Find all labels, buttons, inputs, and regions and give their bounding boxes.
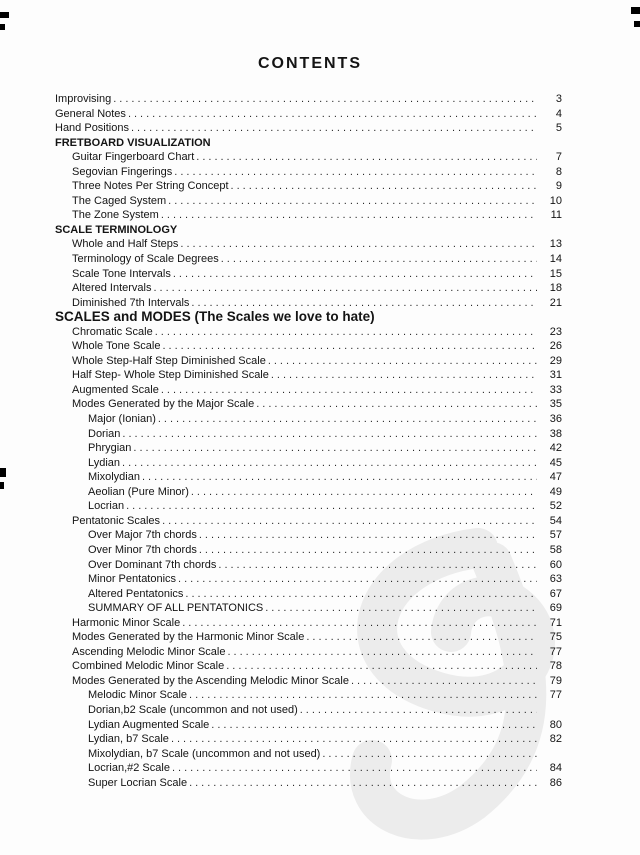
dot-leader xyxy=(322,747,537,762)
toc-entry-page: 54 xyxy=(549,514,562,527)
toc-section-heading xyxy=(55,223,562,238)
toc-entry-page: 7 xyxy=(555,151,562,164)
toc-entry-page: 29 xyxy=(549,354,562,367)
toc-entry xyxy=(55,179,562,194)
dot-leader xyxy=(191,485,537,500)
toc-entry-page: 49 xyxy=(549,485,562,498)
toc-entry-label: Modes Generated by the Ascending Melodic Minor Scale xyxy=(72,674,349,687)
toc-entry-page: 35 xyxy=(549,398,562,411)
toc-entry xyxy=(55,558,562,573)
toc-entry xyxy=(55,528,562,543)
toc-entry-page: 9 xyxy=(555,180,562,193)
toc-entry-page: 3 xyxy=(555,93,562,105)
toc-entry xyxy=(55,485,562,500)
toc-entry-label: Lydian Augmented Scale xyxy=(88,718,210,731)
toc-entry-label: Guitar Fingerboard Chart xyxy=(72,151,195,164)
toc-entry-page: 8 xyxy=(555,165,562,178)
toc-entry-label: Altered Intervals xyxy=(72,282,152,295)
toc-entry-page: 21 xyxy=(549,296,562,309)
toc-entry-label: Chromatic Scale xyxy=(72,325,153,338)
toc-entry xyxy=(55,267,562,282)
toc-entry-label: FRETBOARD VISUALIZATION xyxy=(55,136,211,149)
toc-entry-label: Locrian xyxy=(88,500,125,513)
toc-entry-label: Over Major 7th chords xyxy=(88,529,197,542)
toc-entry xyxy=(55,688,562,703)
toc-entry-label: Segovian Fingerings xyxy=(72,165,173,178)
toc-entry xyxy=(55,674,562,689)
toc-entry-label: Whole and Half Steps xyxy=(72,238,179,251)
dot-leader xyxy=(161,208,537,223)
toc-entry-page: 4 xyxy=(555,107,562,120)
toc-entry-label: General Notes xyxy=(55,107,126,120)
dot-leader xyxy=(172,761,537,776)
toc-entry xyxy=(55,383,562,398)
toc-entry-page: 71 xyxy=(549,616,562,629)
dot-leader xyxy=(153,281,537,296)
toc-entry xyxy=(55,776,562,791)
toc-entry-page: 13 xyxy=(549,238,562,251)
dot-leader xyxy=(218,558,537,573)
toc-entry-label: Melodic Minor Scale xyxy=(88,689,188,702)
toc-entry xyxy=(55,543,562,558)
dot-leader xyxy=(226,659,537,674)
toc-entry-label: Modes Generated by the Major Scale xyxy=(72,398,255,411)
toc-list xyxy=(55,92,562,790)
toc-entry xyxy=(55,427,562,442)
dot-leader xyxy=(306,630,537,645)
toc-entry-label: Super Locrian Scale xyxy=(88,776,188,789)
toc-entry-page: 5 xyxy=(555,122,562,135)
toc-entry xyxy=(55,237,562,252)
dot-leader xyxy=(122,427,537,442)
toc-entry-page: 52 xyxy=(549,500,562,513)
toc-entry-label: Over Minor 7th chords xyxy=(88,543,197,556)
toc-entry xyxy=(55,470,562,485)
toc-entry-label: Scale Tone Intervals xyxy=(72,267,171,280)
toc-entry-label: The Caged System xyxy=(72,194,167,207)
toc-entry xyxy=(55,165,562,180)
toc-entry-page: 45 xyxy=(549,456,562,469)
toc-entry-label: Augmented Scale xyxy=(72,383,159,396)
dot-leader xyxy=(122,456,537,471)
toc-entry-page: 18 xyxy=(549,282,562,295)
toc-entry-page: 69 xyxy=(549,602,562,615)
toc-entry xyxy=(55,325,562,340)
toc-entry-label: Terminology of Scale Degrees xyxy=(72,253,219,266)
toc-entry-label: Whole Tone Scale xyxy=(72,340,161,353)
toc-entry-label: Dorian xyxy=(88,427,121,440)
toc-entry-label: Combined Melodic Minor Scale xyxy=(72,660,225,673)
toc-entry-label: Three Notes Per String Concept xyxy=(72,180,229,193)
dot-leader xyxy=(351,674,537,689)
toc-entry xyxy=(55,281,562,296)
toc-entry-page: 60 xyxy=(549,558,562,571)
toc-entry-page: 79 xyxy=(549,674,562,687)
dot-leader xyxy=(199,528,537,543)
dot-leader xyxy=(113,92,537,107)
dot-leader xyxy=(268,354,537,369)
toc-entry-label: Aeolian (Pure Minor) xyxy=(88,485,189,498)
toc-entry-page: 11 xyxy=(550,209,562,222)
toc-entry-label: Ascending Melodic Minor Scale xyxy=(72,645,226,658)
toc-entry xyxy=(55,441,562,456)
toc-entry-label: Harmonic Minor Scale xyxy=(72,616,181,629)
dot-leader xyxy=(185,587,537,602)
toc-entry-label: Half Step- Whole Step Diminished Scale xyxy=(72,369,269,382)
toc-entry xyxy=(55,92,562,107)
toc-entry-page: 33 xyxy=(549,383,562,396)
toc-entry xyxy=(55,208,562,223)
toc-entry xyxy=(55,456,562,471)
toc-entry xyxy=(55,252,562,267)
toc-entry-page: 26 xyxy=(549,340,562,353)
dot-leader xyxy=(196,150,537,165)
toc-entry xyxy=(55,645,562,660)
dot-leader xyxy=(221,252,537,267)
toc-entry xyxy=(55,412,562,427)
toc-entry-page: 14 xyxy=(549,253,562,266)
dot-leader xyxy=(174,165,537,180)
toc-entry xyxy=(55,587,562,602)
toc-entry-page: 38 xyxy=(549,427,562,440)
dot-leader xyxy=(126,499,537,514)
toc-entry xyxy=(55,761,562,776)
dot-leader xyxy=(189,688,537,703)
dot-leader xyxy=(271,368,537,383)
dot-leader xyxy=(180,237,537,252)
toc-entry xyxy=(55,732,562,747)
toc-entry-label: Over Dominant 7th chords xyxy=(88,558,217,571)
toc-entry xyxy=(55,514,562,529)
toc-entry xyxy=(55,718,562,733)
toc-entry-page: 31 xyxy=(549,369,562,382)
toc-entry-page: 77 xyxy=(549,645,562,658)
dot-leader xyxy=(128,107,537,122)
toc-entry-label: Locrian,#2 Scale xyxy=(88,762,170,775)
dot-leader xyxy=(142,470,537,485)
toc-entry xyxy=(55,659,562,674)
toc-entry-label: Minor Pentatonics xyxy=(88,573,177,586)
dot-leader xyxy=(173,267,537,282)
toc-entry-label: The Zone System xyxy=(72,209,159,222)
toc-entry-label: Improvising xyxy=(55,93,112,105)
toc-entry xyxy=(55,194,562,209)
toc-entry-page: 63 xyxy=(549,573,562,586)
toc-entry-page: 15 xyxy=(549,267,562,280)
toc-entry xyxy=(55,368,562,383)
toc-entry-page: 58 xyxy=(549,543,562,556)
toc-entry-label: SUMMARY OF ALL PENTATONICS xyxy=(88,602,264,615)
toc-entry xyxy=(55,354,562,369)
dot-leader xyxy=(265,601,537,616)
toc-entry xyxy=(55,107,562,122)
dot-leader xyxy=(211,718,537,733)
toc-entry-page: 36 xyxy=(549,413,562,426)
toc-entry-label: Lydian, b7 Scale xyxy=(88,733,169,746)
dot-leader xyxy=(189,776,537,791)
dot-leader xyxy=(133,441,537,456)
dot-leader xyxy=(191,296,537,311)
toc-entry-label: Lydian xyxy=(88,456,121,469)
toc-entry-page: 42 xyxy=(549,442,562,455)
dot-leader xyxy=(162,339,537,354)
toc-entry-page: 82 xyxy=(549,733,562,746)
toc-entry-label: Mixolydian, b7 Scale (uncommon and not used) xyxy=(88,747,321,760)
toc-entry xyxy=(55,339,562,354)
toc-entry-page: 80 xyxy=(549,718,562,731)
toc-entry-label: Phrygian xyxy=(88,442,132,455)
toc-entry-page: 75 xyxy=(549,631,562,644)
toc-entry-page: 57 xyxy=(549,529,562,542)
dot-leader xyxy=(161,383,537,398)
toc-entry-label: SCALES and MODES (The Scales we love to hate) xyxy=(55,309,375,325)
dot-leader xyxy=(182,616,537,631)
dot-leader xyxy=(168,194,537,209)
dot-leader xyxy=(300,703,537,718)
toc-entry-page: 10 xyxy=(549,194,562,207)
toc-entry-label: Altered Pentatonics xyxy=(88,587,184,600)
toc-entry xyxy=(55,616,562,631)
dot-leader xyxy=(199,543,537,558)
toc-entry xyxy=(55,150,562,165)
toc-entry-label: Diminished 7th Intervals xyxy=(72,296,190,309)
toc-entry-label: SCALE TERMINOLOGY xyxy=(55,223,178,236)
dot-leader xyxy=(155,325,537,340)
toc-entry-label: Whole Step-Half Step Diminished Scale xyxy=(72,354,266,367)
toc-entry xyxy=(55,499,562,514)
toc-entry xyxy=(55,630,562,645)
toc-entry xyxy=(55,397,562,412)
toc-entry-page: 86 xyxy=(549,776,562,789)
toc-entry xyxy=(55,747,562,762)
toc-entry-label: Dorian,b2 Scale (uncommon and not used) xyxy=(88,703,298,716)
toc-section-heading xyxy=(55,136,562,151)
toc-entry-page: 77 xyxy=(549,689,562,702)
toc-entry-page: 84 xyxy=(549,762,562,775)
dot-leader xyxy=(131,121,537,136)
toc-section-heading xyxy=(55,310,562,325)
page-title: CONTENTS xyxy=(258,55,362,72)
toc-entry-label: Major (Ionian) xyxy=(88,413,156,426)
dot-leader xyxy=(178,572,537,587)
toc-entry xyxy=(55,296,562,311)
toc-entry-label: Pentatonic Scales xyxy=(72,514,161,527)
toc-entry xyxy=(55,572,562,587)
dot-leader xyxy=(231,179,537,194)
dot-leader xyxy=(256,397,537,412)
dot-leader xyxy=(158,412,537,427)
toc-entry xyxy=(55,703,562,718)
toc-entry-page: 67 xyxy=(549,587,562,600)
toc-entry-label: Mixolydian xyxy=(88,471,140,484)
toc-entry-page: 47 xyxy=(549,471,562,484)
dot-leader xyxy=(162,514,537,529)
toc-entry-label: Hand Positions xyxy=(55,122,129,135)
toc-entry-page: 23 xyxy=(549,325,562,338)
toc-entry-page: 78 xyxy=(549,660,562,673)
toc-entry xyxy=(55,601,562,616)
dot-leader xyxy=(171,732,537,747)
toc-entry xyxy=(55,121,562,136)
dot-leader xyxy=(227,645,537,660)
toc-entry-label: Modes Generated by the Harmonic Minor Scale xyxy=(72,631,305,644)
